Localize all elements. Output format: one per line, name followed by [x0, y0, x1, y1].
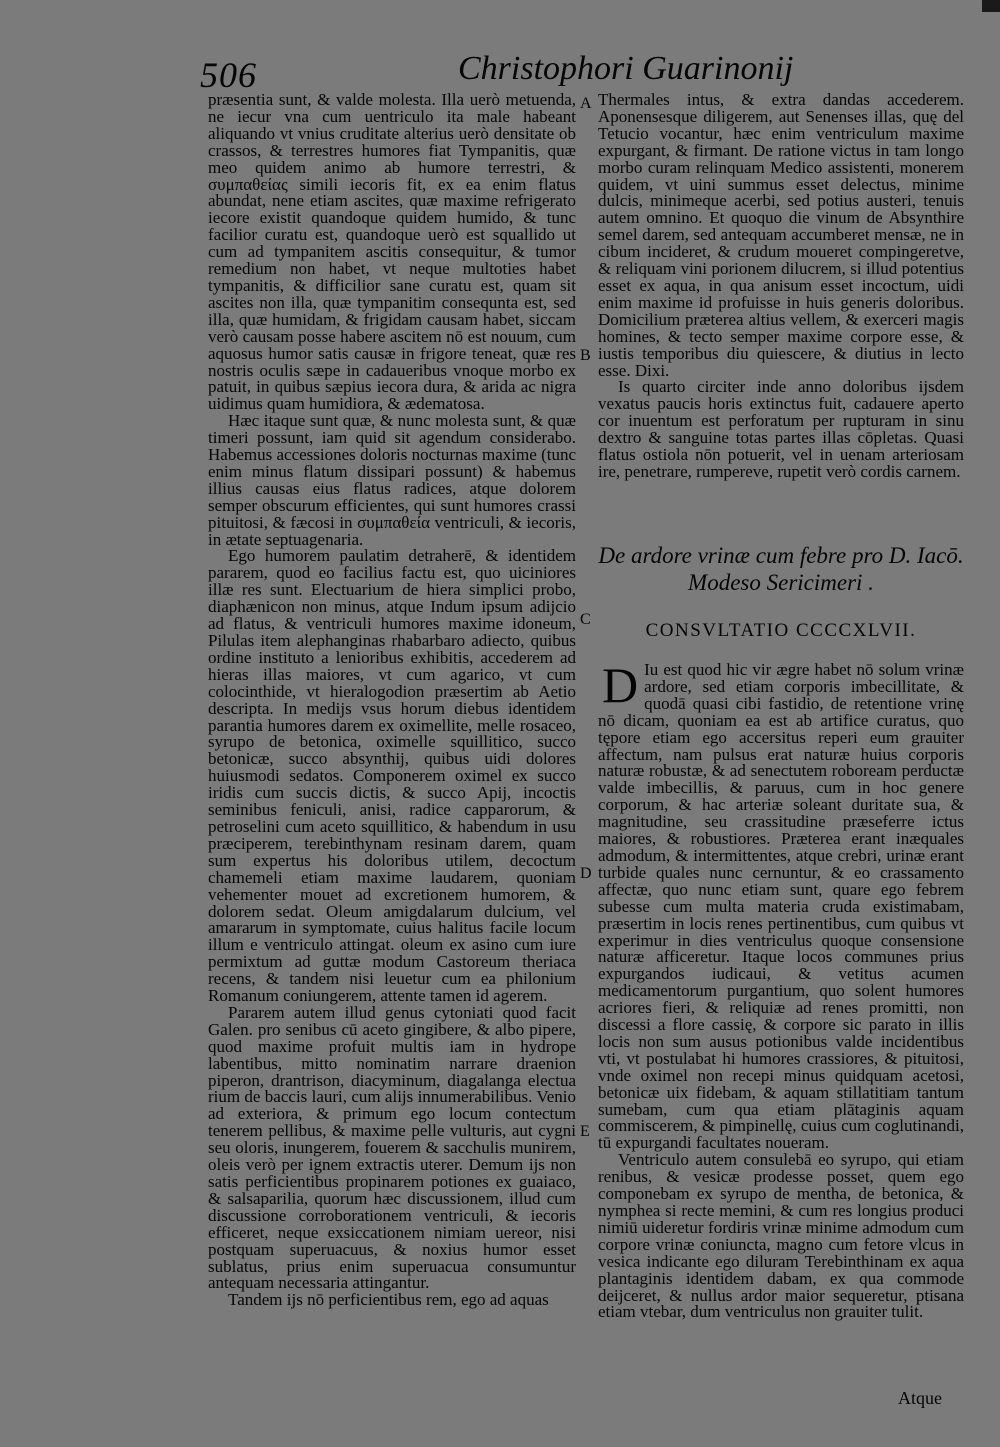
right-column-bottom [598, 657, 964, 1322]
right-column-top [598, 92, 964, 481]
page-edge-mark [982, 0, 1000, 12]
catchword: Atque [898, 1388, 942, 1408]
right-paragraph: Ventriculo autem consulebā eo syrupo, qui etiam renibus, & vesicæ prodesse posset, quem ego componebam ex syrupo de mentha, de betonica, & nymphea si recte memini, & cum res longius produci nimiū uideretur fordiris vrinæ minime admodum cum corpore vrinæ coniuncta, magno cum fetore vlcus in vesica indicante ego diluram Terebinthinam ex aqua plantaginis identidem dabam, ex qua commode deijceret, & nullus ardor maior sequeretur, ptisana etiam vtebar, dum ventriculus non grauiter tulit. [598, 1150, 964, 1322]
page-number: 506 [200, 55, 257, 95]
left-column [208, 92, 576, 1309]
margin-letter-c: C [580, 611, 591, 628]
left-paragraph: Tandem ijs nō perficientibus rem, ego ad aquas [228, 1290, 549, 1310]
section-title-line: Modeso Sericimeri . [688, 570, 874, 595]
consultatio-body: Iu est quod hic vir ægre habet nō solum vrinæ ardore, sed etiam corporis imbecillitate, & quodā quasi cibi fastidio, de retentione vrinę nō dicam, quoniam ea est ab artifice curatus, quo tępore etiam ego accersitus reperi eum grauiter affectum, nam pulsus erat naturæ huius corporis naturæ robustæ, & ad senectutem roboream perductæ valde imbecillis, & paruus, cum in hoc genere corporum, & hac arteriæ soleant duritate sua, & magnitudine, seu crassitudine præseferre ictus maiores, & robustiores. Præterea erant inæquales admodum, & intermittentes, atque crebri, urinæ erant turbide quales nunc cernuntur, & eo crassamento affectæ, quo nunc etiam sunt, quare ego febrem subesse cum multa materia cruda existimabam, præsertim in locis renes pertinentibus, cum quibus vt experimur in dies ventriculus quoque consensione naturæ afficeretur. Itaque locos communes prius expurgandos iudicaui, & vetitus acumen medicamentorum purgantium, quo solent humores acriores fieri, & reliquiæ ad renes promitti, non discessi a flore cassię, & corpore sic parato in illis locis non sum ausus potionibus valde incidentibus vti, vt postulabat hi humores crassiores, & pituitosi, vnde oximel non recepi minus quidquam acetosi, betonicæ uix fidebam, & aquam stillatitiam tantum sumebam, cum qua etiam plātaginis aquam commiscerem, & pimpinellę, cuius cum coglutinandi, tū expurgandi facultates noueram. [598, 660, 964, 1153]
right-paragraph [598, 657, 964, 1153]
left-paragraph: Pararem autem illud genus cytoniati quod facit Galen. pro senibus cū aceto gingibere, & albo pipere, quod maxime profuit multis iam in hydrope labentibus, mitto nominatim narrare draenion piperon, drantrison, diacyminum, diagalanga electua rium de baccis lauri, cum alijs innumerabilibus. Venio ad exteriora, & primum ego locum contectum tenerem pellibus, & maxime pelle vulturis, aut cygni seu oloris, inungerem, fouerem & sacchulis munirem, oleis verò per ignem extractis uterer. Demum ijs non satis perficientibus propinarem potiones ex guaiaco, & salsaparilia, quorum hæc discussionem, illud cum discussione corroborationem ventriculi, & iecoris efficeret, neque exsiccationem nimiam uereor, nisi postquam superuacuus, & noxius humor esset sublatus, prius enim superuacua consumuntur antequam necessaria attingantur. [208, 1002, 576, 1293]
margin-letter-e: E [580, 1123, 590, 1140]
drop-cap: D [602, 657, 639, 713]
left-paragraph: præsentia sunt, & valde molesta. Illa uerò metuenda, ne iecur vna cum uentriculo ita male habeant aliquando vt vnius cruditate alterius uerò densitate ob crassos, & terrestres humores fiat Tympanitis, quæ meo quidem animo ab humore terrestri, & συμπαθείας simili iecoris fit, ex ea enim flatus abundat, nene etiam ascites, quæ maxime refrigerato iecore existit quandoque quidem humido, & tunc facilior curatu est, quandoque uerò est squallido ut cum ad tympanitem ascitis consequitur, & tumor remedium non habet, vt neque multoties habet tympanitis, & difficilior sane curatu est, quam sit ascites non illa, quæ tympanitim consequnta est, sed illa, quæ humidam, & frigidam causam habet, siccam verò causam posse habere ascitem nō est nouum, cum aquosus humor satis causæ in frigore teneat, quæ res nostris oculis sæpe in cadaueribus vnoque morbo ex patuit, in quibus sæpius iecora dura, & arida ac nigra uidimus quam humidiora, & ædematosa. [208, 90, 576, 414]
right-paragraph: Thermales intus, & extra dandas accederem. Aponensesque diligerem, aut Senenses illas, quę del Tetucio vocantur, hæc enim ventriculum maxime expurgant, & firmant. De ratione victus in tam longo morbo curam relinquam Medico assistenti, monerem quidem, vt uini summus esset delectus, minime dulcis, minimeque acerbi, sed potius austeri, tenuis autem omnino. Et quoquo die vinum de Absynthire semel darem, sed antequam accumberet mensæ, ne in cibum incideret, & crudum moueret compingeretve, & reliquam vini porionem dilucrem, si illud potentius esset ex aqua, in qua anisum esset incoctum, uidi enim maxime id profuisse in huis generis doloribus. Domicilium præterea altius vellem, & exerceri magis homines, & tecto semper maxime corpore esse, & iustis temporibus diu quiescere, & diutius in lecto esse. Dixi. [598, 90, 964, 380]
margin-letter-b: B [580, 347, 591, 364]
left-paragraph: Hæc itaque sunt quæ, & nunc molesta sunt, & quæ timeri possunt, iam quid sit agendum considerabo. Habemus accessiones doloris nocturnas maxime (tunc enim minus flatum dissipari possunt) & habemus illius causas eius flatus radices, atque dolorem semper obscurum efficientes, qui sunt humores crassi pituitosi, & fæcosi in συμπαθεία ventriculi, & iecoris, in ætate septuagenaria. [208, 411, 576, 549]
consultatio-heading: CONSVLTATIO CCCCXLVII. [645, 620, 917, 641]
left-paragraph: Ego humorem paulatim detraherē, & identidem pararem, quod eo facilius factu est, quo uiciniores illæ res sunt. Electuarium de hiera simplici probo, diaphænicon non minus, atque Indum ipsum adijcio ad flatus, & ventriculi humores maxime idoneum, Pilulas item alephanginas rhabarbaro adiecto, quibus ordine instituto a lenioribus exhibitis, accederem ad hieras illas maiores, vt cum agarico, vt cum colocinthide, vt hieralogodion præsertim ab Aetio descripta. In medijs vsus horum diebus identidem parantia humores darem ex oximellite, melle rosaceo, syrupo de betonica, oximelle squillitico, succo betonicæ, succo absynthij, quibus uidi dolores huiusmodi sedatos. Componerem oximel ex succo iridis cum succis dictis, & succo Apij, incoctis seminibus feniculi, anisi, radice capparorum, & petroselini cum aceto squillitico, & habendum in usu præciperem, terebinthynam resinam darem, quam sum expertus his doloribus utilem, decoctum chamemeli etiam maxime laudarem, quoniam vehementer mouet ad excretionem humorem, & dolorem sedat. Oleum amigdalarum dulcium, vel amararum in symptomate, cuius halitus facile locum illum e ventriculo attingat. oleum ex asino cum iure permixtum ad guttæ modum Castoreum theriaca recens, & tandem nisi leuetur cum ea philonium Romanum coniungerem, attente tamen id agerem. [208, 546, 576, 1006]
section-title [598, 542, 964, 596]
margin-letter-d: D [580, 865, 592, 882]
section-title-line: De ardore vrinæ cum febre pro D. Iacō. [598, 543, 964, 568]
right-paragraph: Is quarto circiter inde anno doloribus ijsdem vexatus paucis horis extinctus fuit, cadauere aperto cor inuentum est perforatum per rupturam in sinu dextro & sanguine totas partes illas cōpletas. Quasi flatus ostiola nōn potuerit, vel in uenam arteriosam ire, penetrare, rumpereve, rupetit verò cordis carnem. [598, 377, 964, 481]
running-head: Christophori Guarinonij [458, 50, 794, 87]
margin-letter-a: A [580, 95, 592, 112]
